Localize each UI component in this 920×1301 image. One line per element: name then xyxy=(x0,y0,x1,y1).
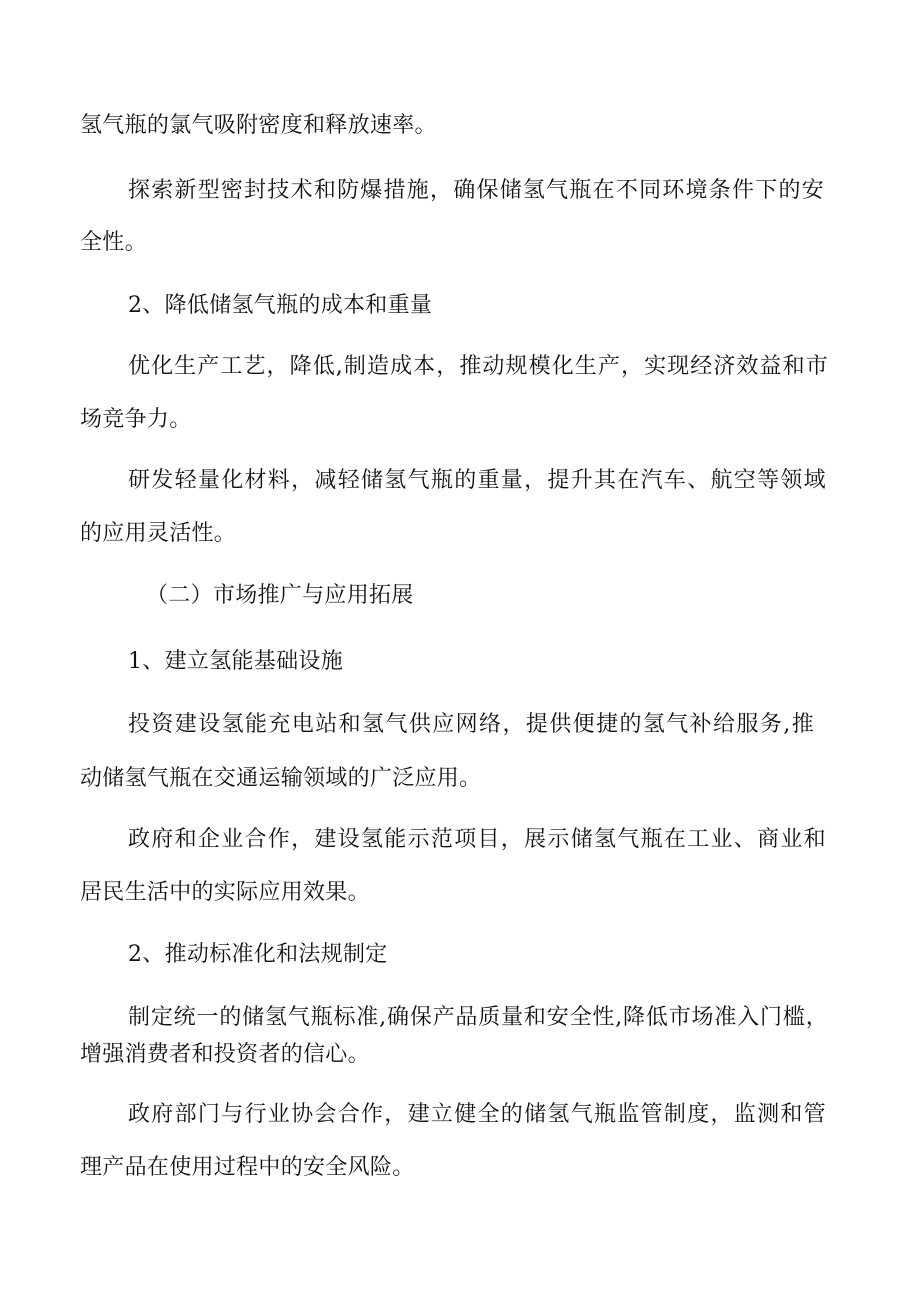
paragraph-line: 居民生活中的实际应用效果。 xyxy=(80,880,370,905)
paragraph-line: 探索新型密封技术和防爆措施，确保储氢气瓶在不同环境条件下的安 xyxy=(128,178,824,203)
section-heading: 2、推动标准化和法规制定 xyxy=(128,942,388,967)
paragraph-line: 氢气瓶的氯气吸附密度和释放速率。 xyxy=(80,113,437,138)
paragraph-line: 增强消费者和投资者的信心。 xyxy=(80,1042,370,1067)
paragraph-line: 场竞争力。 xyxy=(80,407,192,432)
paragraph-line: 理产品在使用过程中的安全风险。 xyxy=(80,1155,415,1180)
paragraph-line: 政府和企业合作，建设氢能示范项目，展示储氢气瓶在工业、商业和 xyxy=(128,827,826,852)
section-heading: 2、降低储氢气瓶的成本和重量 xyxy=(128,293,433,318)
paragraph-line: 的应用灵活性。 xyxy=(80,521,237,546)
section-heading: 1、建立氢能基础设施 xyxy=(128,649,343,674)
paragraph-line: 政府部门与行业协会合作，建立健全的储氢气瓶监管制度，监测和管 xyxy=(128,1102,826,1127)
paragraph-line: 研发轻量化材料，减轻储氢气瓶的重量，提升其在汽车、航空等领域 xyxy=(128,468,826,493)
paragraph-line: 投资建设氢能充电站和氢气供应网络，提供便捷的氢气补给服务,推 xyxy=(128,712,814,737)
paragraph-line: 优化生产工艺，降低,制造成本，推动规模化生产，实现经济效益和市 xyxy=(128,354,828,379)
paragraph-line: 全性。 xyxy=(80,230,147,255)
chapter-heading: （二）市场推广与应用拓展 xyxy=(146,583,414,608)
paragraph-line: 制定统一的储氢气瓶标准,确保产品质量和安全性,降低市场准入门槛， xyxy=(128,1005,828,1030)
paragraph-line: 动储氢气瓶在交通运输领域的广泛应用。 xyxy=(80,766,482,791)
